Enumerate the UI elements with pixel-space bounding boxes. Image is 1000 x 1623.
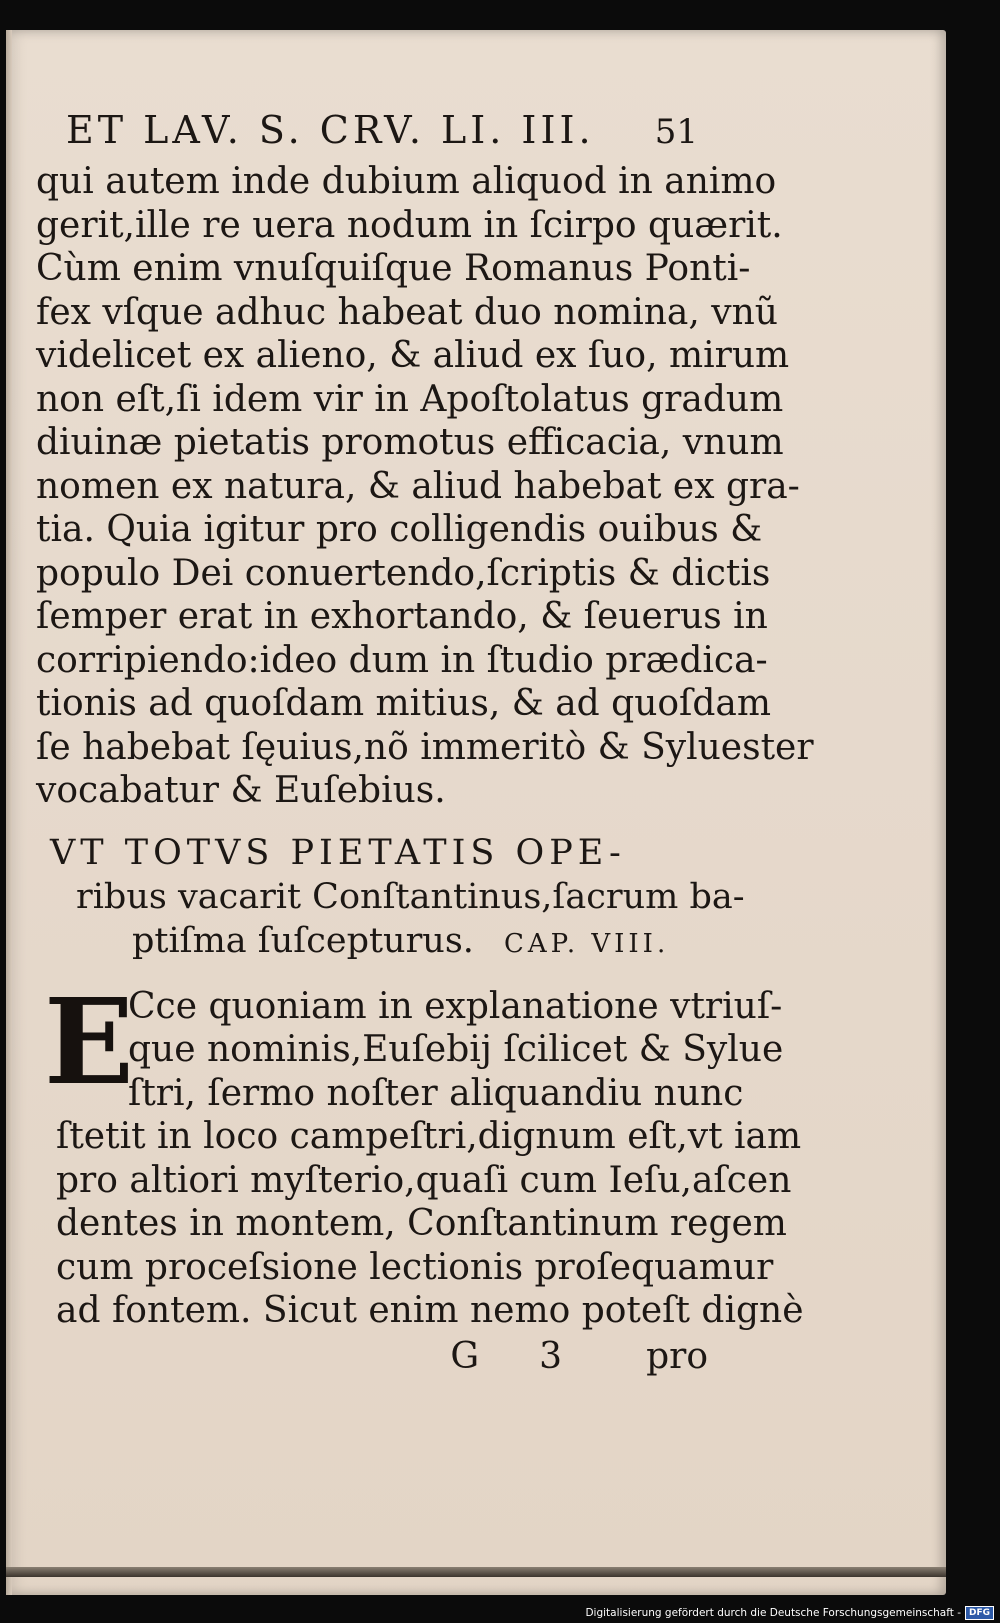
book-page [6, 30, 946, 1595]
text-line: fex vſque adhuc habeat duo nomina, vnũ [36, 291, 778, 333]
text-line: gerit,ille re uera nodum in ſcirpo quærit. [36, 204, 783, 246]
text-block [36, 108, 814, 1381]
text-line: vocabatur & Euſebius. [36, 770, 446, 811]
heading-line: ribus vacarit Conſtantinus,ſacrum ba- [76, 876, 745, 917]
dfg-logo: DFG [965, 1606, 994, 1620]
text-line: populo Dei conuertendo,ſcriptis & dictis [36, 552, 771, 594]
chapter-heading [36, 831, 745, 963]
running-header [36, 108, 708, 160]
digitization-footer [585, 1606, 994, 1620]
drop-cap-initial: E [44, 971, 134, 1111]
text-line: ſe habebat ſęuius,nõ immeritò & Syluester [36, 726, 814, 768]
text-line: tia. Quia igitur pro colligendis ouibus & [36, 509, 763, 550]
text-line: nomen ex natura, & aliud habebat ex gra- [36, 465, 800, 507]
page-gutter [6, 30, 12, 1595]
paragraph-2 [36, 971, 804, 1333]
heading-line-text: ptiſma ſuſcepturus. [132, 920, 474, 961]
text-line: Cùm enim vnuſquiſque Romanus Ponti- [36, 248, 751, 289]
heading-line [36, 919, 708, 963]
page-bottom-edge [6, 1567, 946, 1577]
text-line: dentes in montem, Conſtantinum regem [56, 1203, 787, 1244]
text-line: diuinæ pietatis promotus efficacia, vnum [36, 422, 784, 463]
text-line: videlicet ex alieno, & aliud ex ſuo, mirum [36, 335, 790, 376]
catchword: pro [646, 1335, 708, 1377]
signature-number: 3 [539, 1335, 563, 1377]
signature-mark: G [450, 1335, 480, 1377]
text-line: non eſt,ſi idem vir in Apoſtolatus gradum [36, 378, 784, 420]
text-line: que nominis,Euſebij ſcilicet & Sylue [128, 1029, 784, 1070]
text-line: ad fontem. Sicut enim nemo poteſt dignè [56, 1290, 804, 1331]
running-header-title: ET LAV. S. CRV. LI. III. [66, 108, 595, 152]
text-line: ſtri, ſermo noſter aliquandiu nunc [128, 1072, 744, 1114]
funding-credit: Digitalisierung gefördert durch die Deutsche Forschungsgemeinschaft - [585, 1607, 961, 1619]
text-line: Cce quoniam in explanatione vtriuſ- [128, 985, 783, 1027]
text-line: ſtetit in loco campeſtri,dignum eſt,vt iam [56, 1116, 802, 1157]
chapter-number: CAP. VIII. [503, 928, 670, 959]
text-line: pro altiori myſterio,quaſi cum Ieſu,aſcen [56, 1159, 792, 1201]
folio-number: 51 [654, 112, 698, 152]
text-line: tionis ad quoſdam mitius, & ad quoſdam [36, 683, 772, 724]
paragraph-1 [36, 160, 814, 813]
heading-line: VT TOTVS PIETATIS OPE- [50, 832, 626, 873]
text-line: cum proceſsione lectionis proſequamur [56, 1246, 774, 1288]
text-line: ſemper erat in exhortando, & ſeuerus in [36, 596, 768, 637]
text-line: qui autem inde dubium aliquod in animo [36, 161, 777, 202]
text-line: corripiendo:ideo dum in ſtudio prædica- [36, 639, 768, 681]
signature-line [36, 1333, 708, 1381]
